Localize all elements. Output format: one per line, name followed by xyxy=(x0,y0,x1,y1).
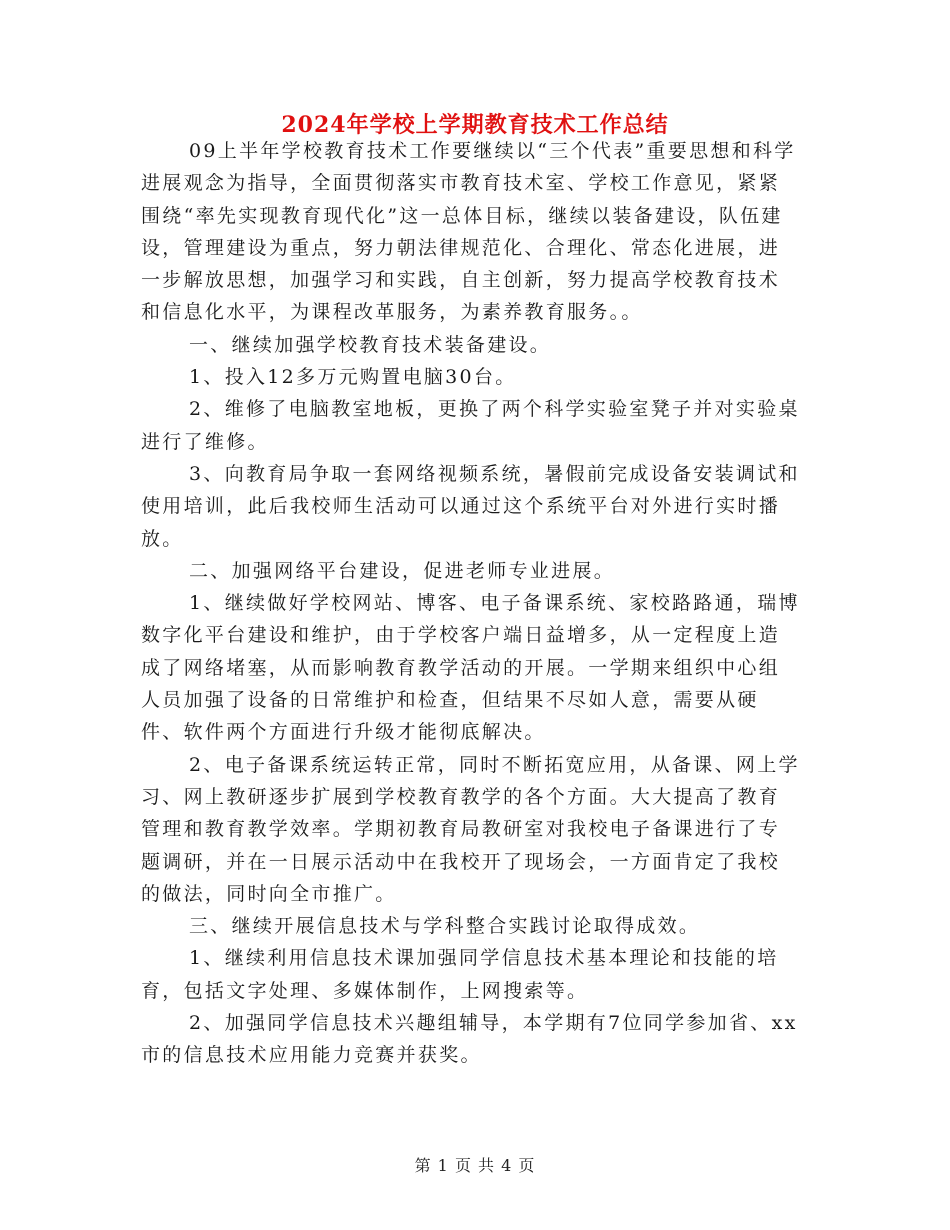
section-heading-1: 一、继续加强学校教育技术装备建设。 xyxy=(189,333,552,356)
paragraph-item: 1、继续做好学校网站、博客、电子备课系统、家校路路通，瑞博数字化平台建设和维护，由于学校客户端日益增多，从一定程度上造成了网络堵塞，从而影响教育教学活动的开展。一学期来组织中心组人员加强了设备的日常维护和检查，但结果不尽如人意，需要从硬件、软件两个方面进行升级才能彻底解决。 xyxy=(141,592,800,744)
section-heading-2: 二、加强网络平台建设，促进老师专业进展。 xyxy=(189,559,616,582)
page-footer: 第 1 页 共 4 页 xyxy=(414,1156,536,1175)
document-body xyxy=(141,135,801,1072)
paragraph-item: 2、维修了电脑教室地板，更换了两个科学实验室凳子并对实验桌进行了维修。 xyxy=(141,398,800,453)
document-title: 2024年学校上学期教育技术工作总结 xyxy=(281,112,669,138)
section-heading-3: 三、继续开展信息技术与学科整合实践讨论取得成效。 xyxy=(189,915,701,938)
paragraph-item: 1、继续利用信息技术课加强同学信息技术基本理论和技能的培育，包括文字处理、多媒体制作，上网搜索等。 xyxy=(141,947,779,1002)
paragraph-item: 2、电子备课系统运转正常，同时不断拓宽应用，从备课、网上学习、网上教研逐步扩展到学校教育教学的各个方面。大大提高了教育管理和教育教学效率。学期初教育局教研室对我校电子备课进行了专题调研，并在一日展示活动中在我校开了现场会，一方面肯定了我校的做法，同时向全市推广。 xyxy=(141,753,800,905)
paragraph-intro: 09上半年学校教育技术工作要继续以“三个代表”重要思想和科学进展观念为指导，全面贯彻落实市教育技术室、学校工作意见，紧紧围绕“率先实现教育现代化”这一总体目标，继续以装备建设，队伍建设，管理建设为重点，努力朝法律规范化、合理化、常态化进展，进一步解放思想，加强学习和实践，自主创新，努力提高学校教育技术和信息化水平，为课程改革服务，为素养教育服务。。 xyxy=(141,140,796,324)
paragraph-item: 1、投入12多万元购置电脑30台。 xyxy=(189,366,517,389)
paragraph-item: 2、加强同学信息技术兴趣组辅导，本学期有7位同学参加省、xx市的信息技术应用能力竞赛并获奖。 xyxy=(141,1012,798,1067)
paragraph-item: 3、向教育局争取一套网络视频系统，暑假前完成设备安装调试和使用培训，此后我校师生活动可以通过这个系统平台对外进行实时播放。 xyxy=(141,462,800,550)
